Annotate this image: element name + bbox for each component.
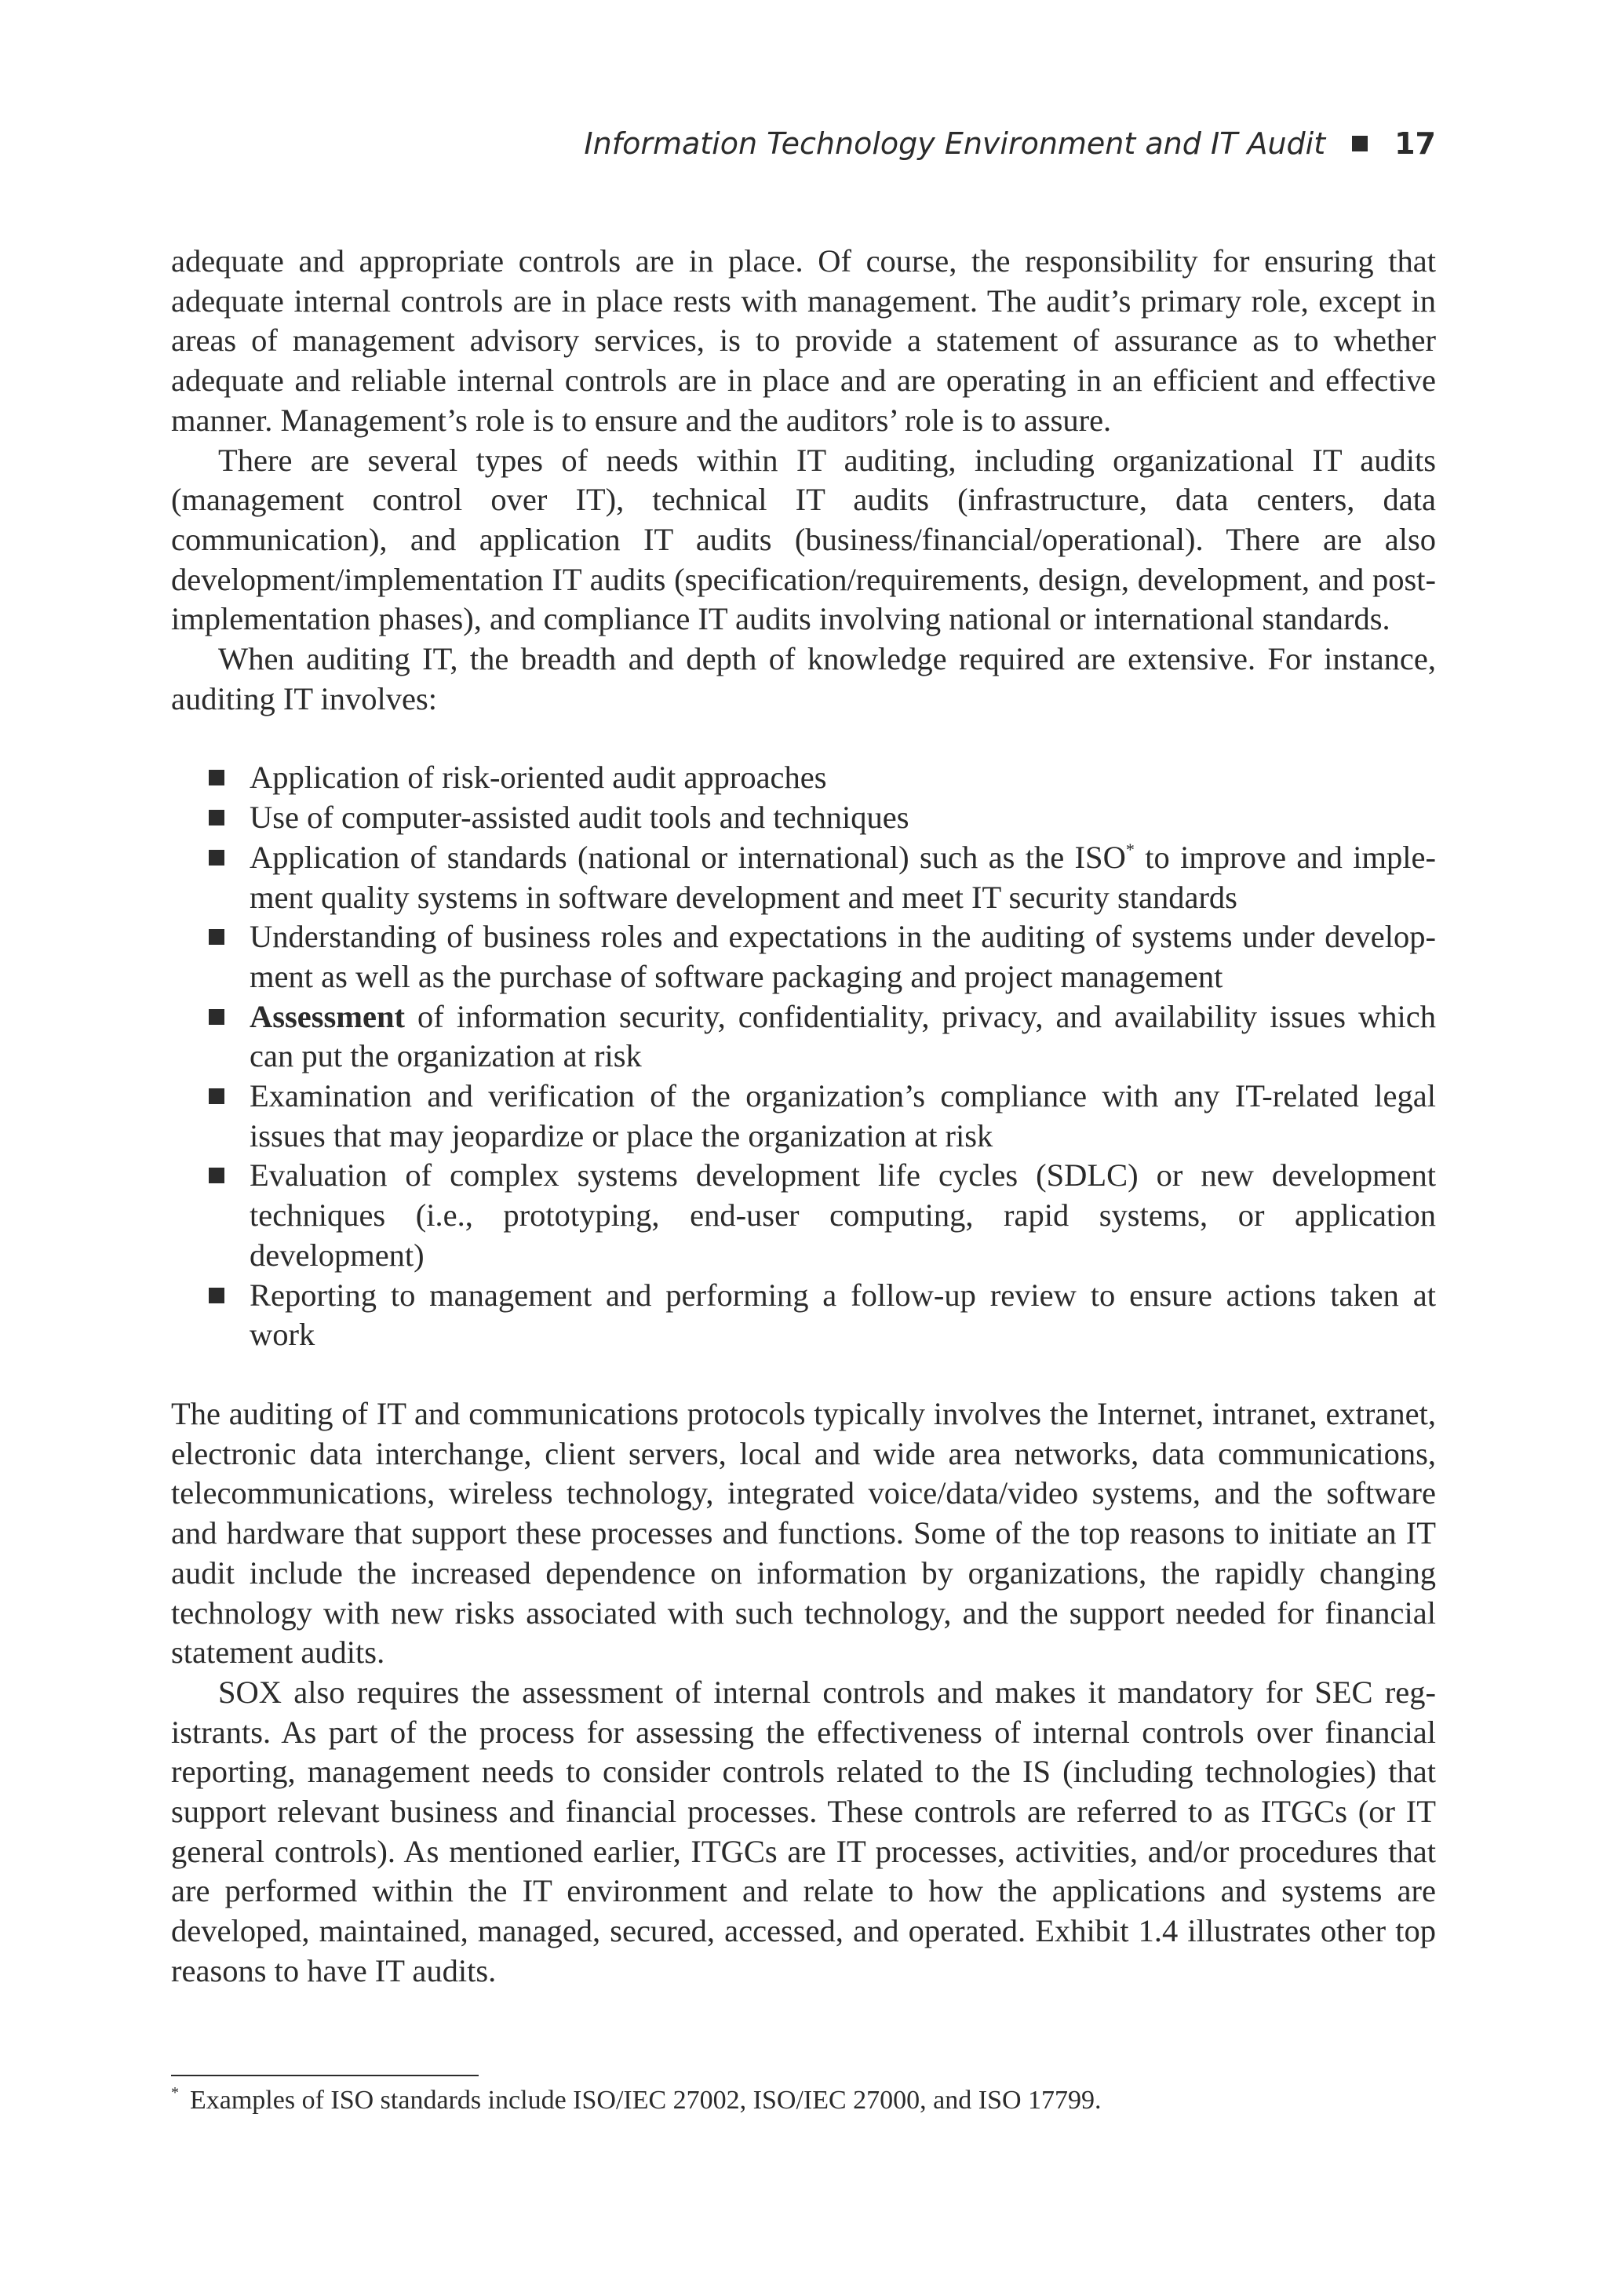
- list-item-text: Application of risk-oriented audit approaches: [250, 760, 827, 796]
- footnote-mark: *: [171, 2084, 179, 2101]
- list-item: [250, 1077, 1436, 1156]
- square-bullet-icon: [209, 1288, 224, 1303]
- square-bullet-icon: [209, 770, 224, 785]
- bold-term: Assessment: [250, 998, 405, 1034]
- list-item-text: Evaluation of complex systems development life cycles (SDLC) or new development techniques (i.e., prototyping, end-user computing, rapid systems, or application development): [250, 1157, 1436, 1273]
- list-item-text: Use of computer-assisted audit tools and techniques: [250, 800, 909, 836]
- paragraph-sox-itgc: SOX also requires the assessment of internal controls and makes it mandatory for SEC registrants. As part of the process for assessing the effectiveness of internal controls over financial reporting, management needs to consider controls related to the IS (including technologies) that support relevant business and financial processes. These controls are referred to as ITGCs (or IT general controls). As mentioned earlier, ITGCs are IT processes, activities, and/or procedures that are performed within the IT environment and relate to how the applications and systems are developed, maintained, managed, secured, accessed, and operated. Exhibit 1.4 illustrates other top reasons to have IT audits.: [171, 1674, 1436, 1988]
- square-bullet-icon: [209, 1088, 224, 1104]
- list-item: [250, 997, 1436, 1077]
- paragraph-auditing-it-involves: When auditing IT, the breadth and depth of knowledge required are extensive. For instance, auditing IT involves:: [171, 641, 1436, 716]
- square-bullet-icon: [209, 929, 224, 945]
- page-number: 17: [1394, 126, 1436, 161]
- list-item: [250, 798, 1436, 838]
- square-separator-icon: [1352, 136, 1368, 151]
- footnote: [171, 2083, 1436, 2118]
- list-item-text: Application of standards (national or international) such as the ISO: [250, 839, 1126, 875]
- list-item-text: Reporting to management and performing a follow-up review to ensure actions taken at work: [250, 1277, 1436, 1353]
- list-item-text: of information security, confidentiality, privacy, and availability issues which can put the organization at risk: [250, 998, 1436, 1074]
- footnote-text: Examples of ISO standards include ISO/IEC 27002, ISO/IEC 27000, and ISO 17799.: [190, 2086, 1102, 2115]
- paragraph-it-audit-types: There are several types of needs within IT auditing, including organizational IT audits (management control over IT), technical IT audits (infrastructure, data centers, data communication), and application IT audits (business/financial/operational). There are also development/implementation IT audits (specification/requirements, design, development, and post-implementation phases), and compliance IT audits involving national or international standards.: [171, 442, 1436, 637]
- running-header: [584, 124, 1436, 163]
- running-header-title: Information Technology Environment and IT Audit: [584, 126, 1326, 161]
- list-item: [250, 838, 1436, 917]
- paragraph-continued: adequate and appropriate controls are in place. Of course, the responsibility for ensuring that adequate internal controls are in place rests with management. The audit’s primary role, except in areas of management advisory services, is to provide a statement of assurance as to whether adequate and reliable internal controls are in place and are operating in an efficient and effective manner. Management’s role is to ensure and the auditors’ role is to assure.: [171, 243, 1436, 438]
- paragraph-communications-protocols: The auditing of IT and communications protocols typically involves the Internet, intranet, extranet, electronic data interchange, client servers, local and wide area networks, data communications, telecommunications, wireless technology, integrated voice/data/video systems, and the software and hardware that support these processes and functions. Some of the top reasons to initiate an IT audit include the increased dependence on information by organizations, the rapidly changing technology with new risks associated with such technology, and the support needed for financial statement audits.: [171, 1395, 1436, 1671]
- square-bullet-icon: [209, 810, 224, 825]
- square-bullet-icon: [209, 1009, 224, 1025]
- list-item-text: Examination and verification of the organization’s compliance with any IT-related legal issues that may jeopardize or place the organization at risk: [250, 1078, 1436, 1153]
- footnote-divider: [171, 2075, 479, 2076]
- list-item: [250, 1276, 1436, 1355]
- list-item: [250, 758, 1436, 798]
- list-item-text-continued: to improve and implement quality systems in software development and meet IT security standards: [250, 839, 1436, 915]
- main-text: [171, 242, 1436, 1992]
- square-bullet-icon: [209, 850, 224, 866]
- list-item: [250, 917, 1436, 997]
- bullet-list: [171, 758, 1436, 1355]
- list-item-text: Understanding of business roles and expectations in the auditing of systems under development as well as the purchase of software packaging and project management: [250, 919, 1436, 994]
- footnote-reference: *: [1125, 839, 1135, 859]
- square-bullet-icon: [209, 1168, 224, 1183]
- list-item: [250, 1156, 1436, 1275]
